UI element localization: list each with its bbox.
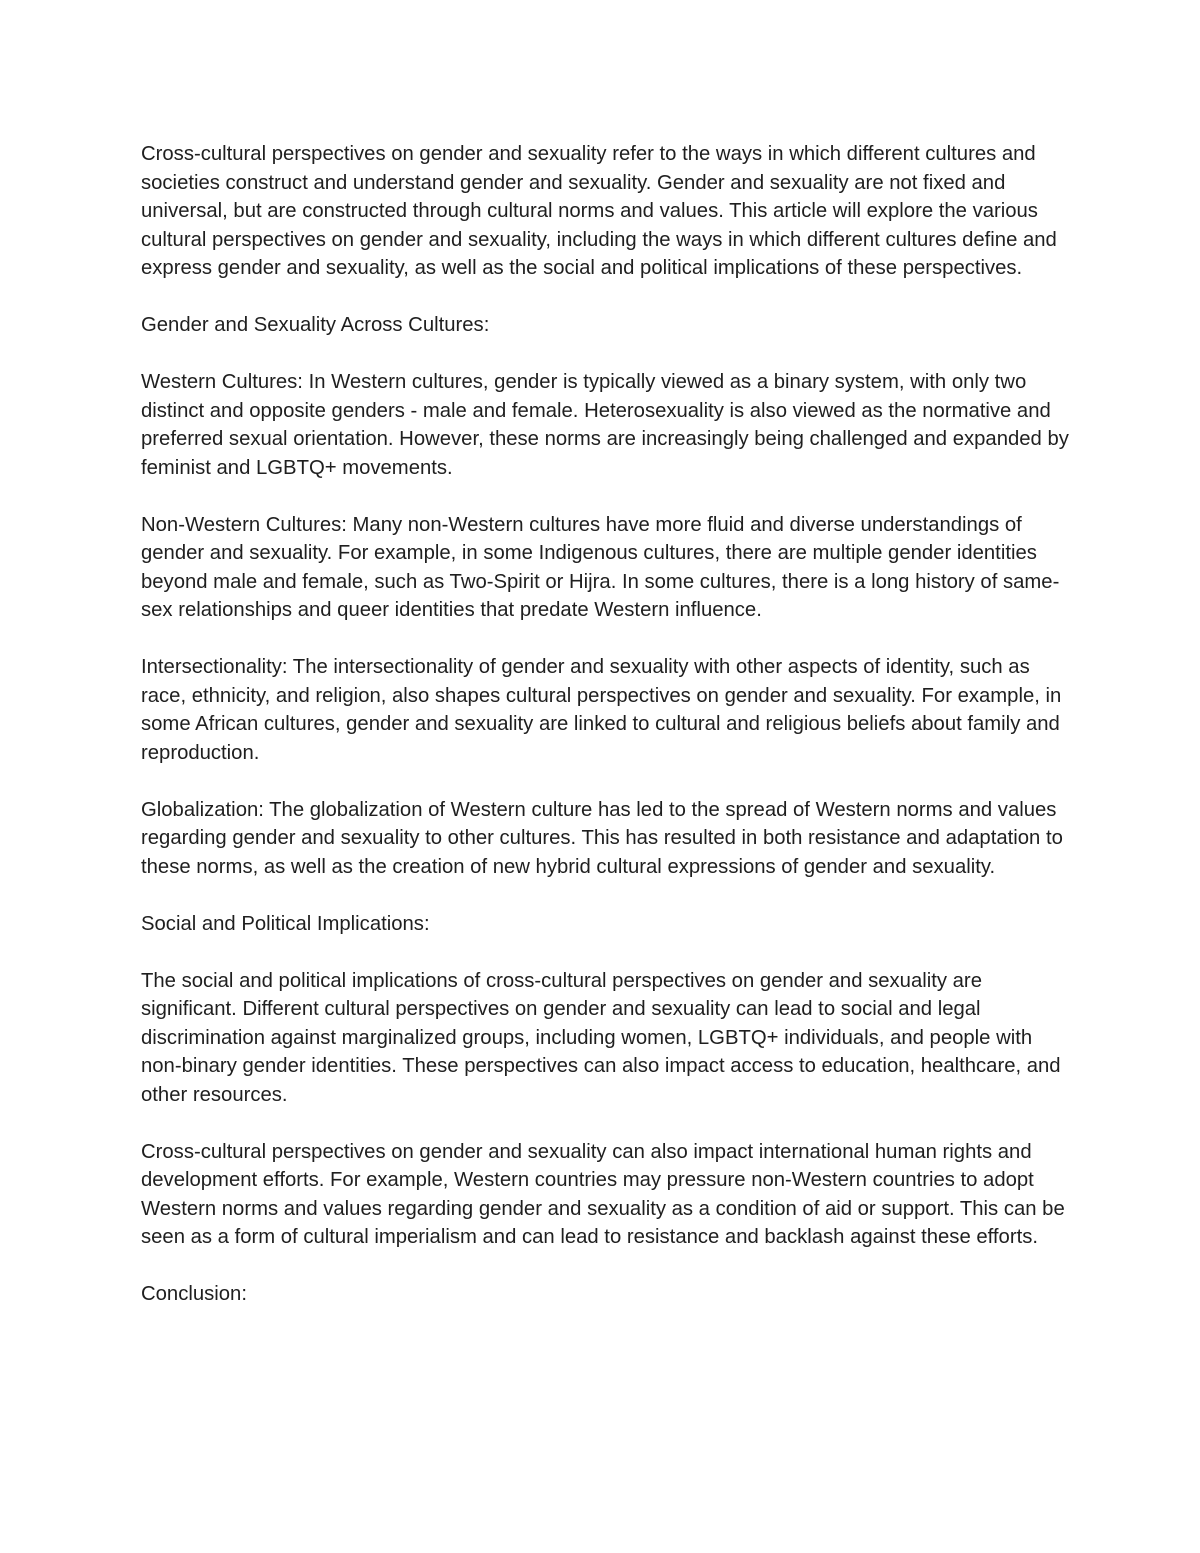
section-heading-across-cultures: Gender and Sexuality Across Cultures:	[141, 314, 490, 336]
globalization-paragraph: Globalization: The globalization of Western culture has led to the spread of Western norms and values regarding gender and sexuality to other cultures. This has resulted in both resistance and adaptation to these norms, as well as the creation of new hybrid cultural expressions of gender and sexuality.	[141, 798, 1063, 878]
section-heading-implications: Social and Political Implications:	[141, 912, 430, 935]
section-heading-conclusion: Conclusion:	[141, 1283, 247, 1305]
intro-paragraph: Cross-cultural perspectives on gender and sexuality refer to the ways in which different cultures and societies construct and understand gender and sexuality. Gender and sexuality are not fixed and universal, but are constructed through cultural norms and values. This article will explore the various cultural perspectives on gender and sexuality, including the ways in which different cultures define and express gender and sexuality, as well as the social and political implications of these perspectives.	[141, 143, 1057, 279]
western-cultures-paragraph: Western Cultures: In Western cultures, gender is typically viewed as a binary system, with only two distinct and opposite genders - male and female. Heterosexuality is also viewed as the normative and preferred sexual orientation. However, these norms are increasingly being challenged and expanded by feminist and LGBTQ+ movements.	[141, 371, 1069, 479]
implications-paragraph: The social and political implications of cross-cultural perspectives on gender and sexuality are significant. Different cultural perspectives on gender and sexuality can lead to social and legal discrimination against marginalized groups, including women, LGBTQ+ individuals, and people with non-binary gender identities. These perspectives can also impact access to education, healthcare, and other resources.	[141, 969, 1061, 1106]
intersectionality-paragraph: Intersectionality: The intersectionality of gender and sexuality with other aspects of identity, such as race, ethnicity, and religion, also shapes cultural perspectives on gender and sexuality. For example, in some African cultures, gender and sexuality are linked to cultural and religious beliefs about family and reproduction.	[141, 656, 1062, 764]
non-western-cultures-paragraph: Non-Western Cultures: Many non-Western cultures have more fluid and diverse understandings of gender and sexuality. For example, in some Indigenous cultures, there are multiple gender identities beyond male and female, such as Two-Spirit or Hijra. In some cultures, there is a long history of same-sex relationships and queer identities that predate Western influence.	[141, 513, 1060, 621]
document-body	[141, 140, 1071, 1309]
human-rights-paragraph: Cross-cultural perspectives on gender and sexuality can also impact international human rights and development efforts. For example, Western countries may pressure non-Western countries to adopt Western norms and values regarding gender and sexuality as a condition of aid or support. This can be seen as a form of cultural imperialism and can lead to resistance and backlash against these efforts.	[141, 1140, 1065, 1248]
